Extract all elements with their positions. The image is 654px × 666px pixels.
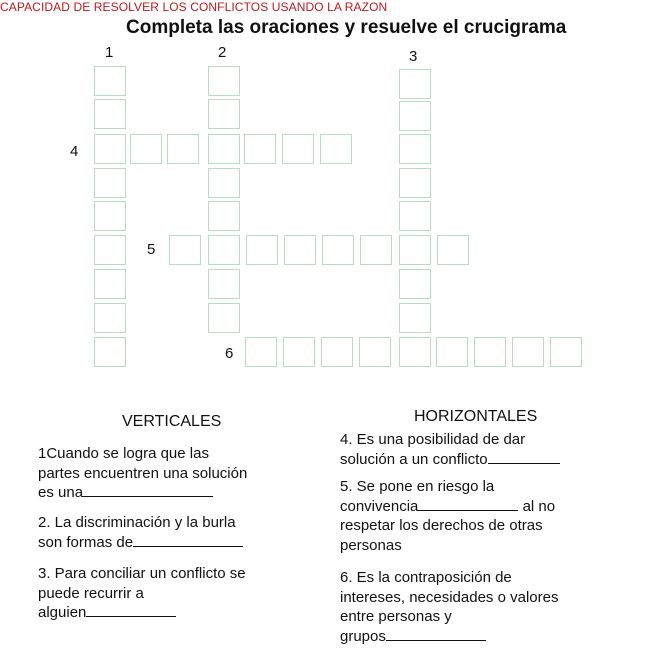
crossword-cell-h6-2[interactable] xyxy=(283,337,315,367)
clue-line: respetar los derechos de otras xyxy=(340,517,543,534)
clue-line: es una xyxy=(38,483,247,503)
clue-number-4: 4 xyxy=(70,143,79,160)
crossword-cell-h4-6[interactable] xyxy=(282,134,314,164)
crossword-cell-h6-9[interactable] xyxy=(550,337,582,367)
crossword-cell-v3-1[interactable] xyxy=(399,69,431,99)
clue-line: son formas de xyxy=(38,533,243,553)
crossword-cell-v3-4[interactable] xyxy=(399,168,431,198)
crossword-cell-v3-7[interactable] xyxy=(399,269,431,299)
crossword-cell-h5-1[interactable] xyxy=(169,235,201,265)
clue-line: grupos xyxy=(340,627,558,647)
clue-line: convivencia al no xyxy=(340,497,556,515)
clue-line: intereses, necesidades o valores xyxy=(340,588,559,606)
crossword-cell-v1-7[interactable] xyxy=(94,269,126,299)
page-title: Completa las oraciones y resuelve el crucigrama xyxy=(126,17,567,38)
crossword-cell-v1-4[interactable] xyxy=(94,168,126,198)
clue-line: entre personas y xyxy=(340,608,452,625)
clue-number-2: 2 xyxy=(218,44,227,61)
clue-line: partes encuentren una solución xyxy=(38,464,248,482)
crossword-cell-v2-3[interactable] xyxy=(208,134,240,164)
crossword-cell-h5-5[interactable] xyxy=(322,235,354,265)
clue-line: solución a un conflicto xyxy=(340,450,560,470)
horizontal-clue-6 xyxy=(340,568,558,646)
crossword-cell-h5-3[interactable] xyxy=(246,235,278,265)
clue-line: alguien xyxy=(38,603,246,623)
crossword-cell-h5-8[interactable] xyxy=(437,235,469,265)
crossword-cell-v3-6[interactable] xyxy=(399,235,431,265)
crossword-cell-v1-1[interactable] xyxy=(94,66,126,96)
clue-number-5: 5 xyxy=(147,241,156,258)
crossword-cell-h4-7[interactable] xyxy=(320,134,352,164)
clue-line: 2. La discriminación y la burla xyxy=(38,514,236,531)
clue-line: puede recurrir a xyxy=(38,584,144,602)
crossword-cell-v3-5[interactable] xyxy=(399,201,431,231)
crossword-cell-h5-6[interactable] xyxy=(360,235,392,265)
crossword-cell-h6-6[interactable] xyxy=(436,337,468,367)
crossword-cell-v3-8[interactable] xyxy=(399,303,431,333)
answer-blank[interactable] xyxy=(488,451,560,464)
crossword-cell-h6-8[interactable] xyxy=(512,337,544,367)
crossword-cell-h4-3[interactable] xyxy=(167,134,199,164)
crossword-cell-h6-4[interactable] xyxy=(359,337,391,367)
vertical-clue-2 xyxy=(38,513,243,552)
answer-blank[interactable] xyxy=(83,484,213,497)
crossword-cell-v2-1[interactable] xyxy=(208,66,240,96)
crossword-cell-v3-9[interactable] xyxy=(399,337,431,367)
crossword-cell-h6-1[interactable] xyxy=(245,337,277,367)
horizontal-clue-4 xyxy=(340,430,560,469)
crossword-cell-v3-2[interactable] xyxy=(399,101,431,131)
horizontales-heading: HORIZONTALES xyxy=(414,408,538,425)
answer-blank[interactable] xyxy=(133,534,243,547)
header-title: CAPACIDAD DE RESOLVER LOS CONFLICTOS USANDO LA RAZON xyxy=(0,0,388,14)
crossword-cell-v3-3[interactable] xyxy=(399,134,431,164)
crossword-cell-v1-3[interactable] xyxy=(94,134,126,164)
clue-number-3: 3 xyxy=(409,48,418,65)
crossword-cell-h5-4[interactable] xyxy=(284,235,316,265)
vertical-clue-3 xyxy=(38,564,246,623)
crossword-cell-v1-6[interactable] xyxy=(94,235,126,265)
clue-number-6: 6 xyxy=(225,345,234,362)
crossword-cell-v2-2[interactable] xyxy=(208,99,240,129)
crossword-cell-v2-6[interactable] xyxy=(208,235,240,265)
crossword-cell-v1-2[interactable] xyxy=(94,99,126,129)
clue-line: 3. Para conciliar un conflicto se xyxy=(38,565,246,582)
crossword-cell-h4-5[interactable] xyxy=(244,134,276,164)
crossword-cell-h6-3[interactable] xyxy=(321,337,353,367)
clue-line: 4. Es una posibilidad de dar xyxy=(340,431,526,448)
crossword-cell-v2-7[interactable] xyxy=(208,269,240,299)
answer-blank[interactable] xyxy=(418,498,518,511)
answer-blank[interactable] xyxy=(386,628,486,641)
crossword-cell-v1-9[interactable] xyxy=(94,337,126,367)
crossword-cell-v2-4[interactable] xyxy=(208,168,240,198)
crossword-cell-h4-2[interactable] xyxy=(130,134,162,164)
answer-blank[interactable] xyxy=(86,604,176,617)
crossword-cell-v2-5[interactable] xyxy=(208,201,240,231)
clue-line: 6. Es la contraposición de xyxy=(340,569,512,586)
clue-line: personas xyxy=(340,536,402,554)
clue-line: 1Cuando se logra que las xyxy=(38,445,209,462)
horizontal-clue-5 xyxy=(340,477,555,555)
crossword-cell-v1-8[interactable] xyxy=(94,303,126,333)
crossword-cell-v2-8[interactable] xyxy=(208,303,240,333)
crossword-cell-v1-5[interactable] xyxy=(94,201,126,231)
clue-number-1: 1 xyxy=(105,44,114,61)
vertical-clue-1 xyxy=(38,444,247,503)
clue-line: 5. Se pone en riesgo la xyxy=(340,478,495,495)
verticales-heading: VERTICALES xyxy=(122,413,222,430)
crossword-cell-h6-7[interactable] xyxy=(474,337,506,367)
